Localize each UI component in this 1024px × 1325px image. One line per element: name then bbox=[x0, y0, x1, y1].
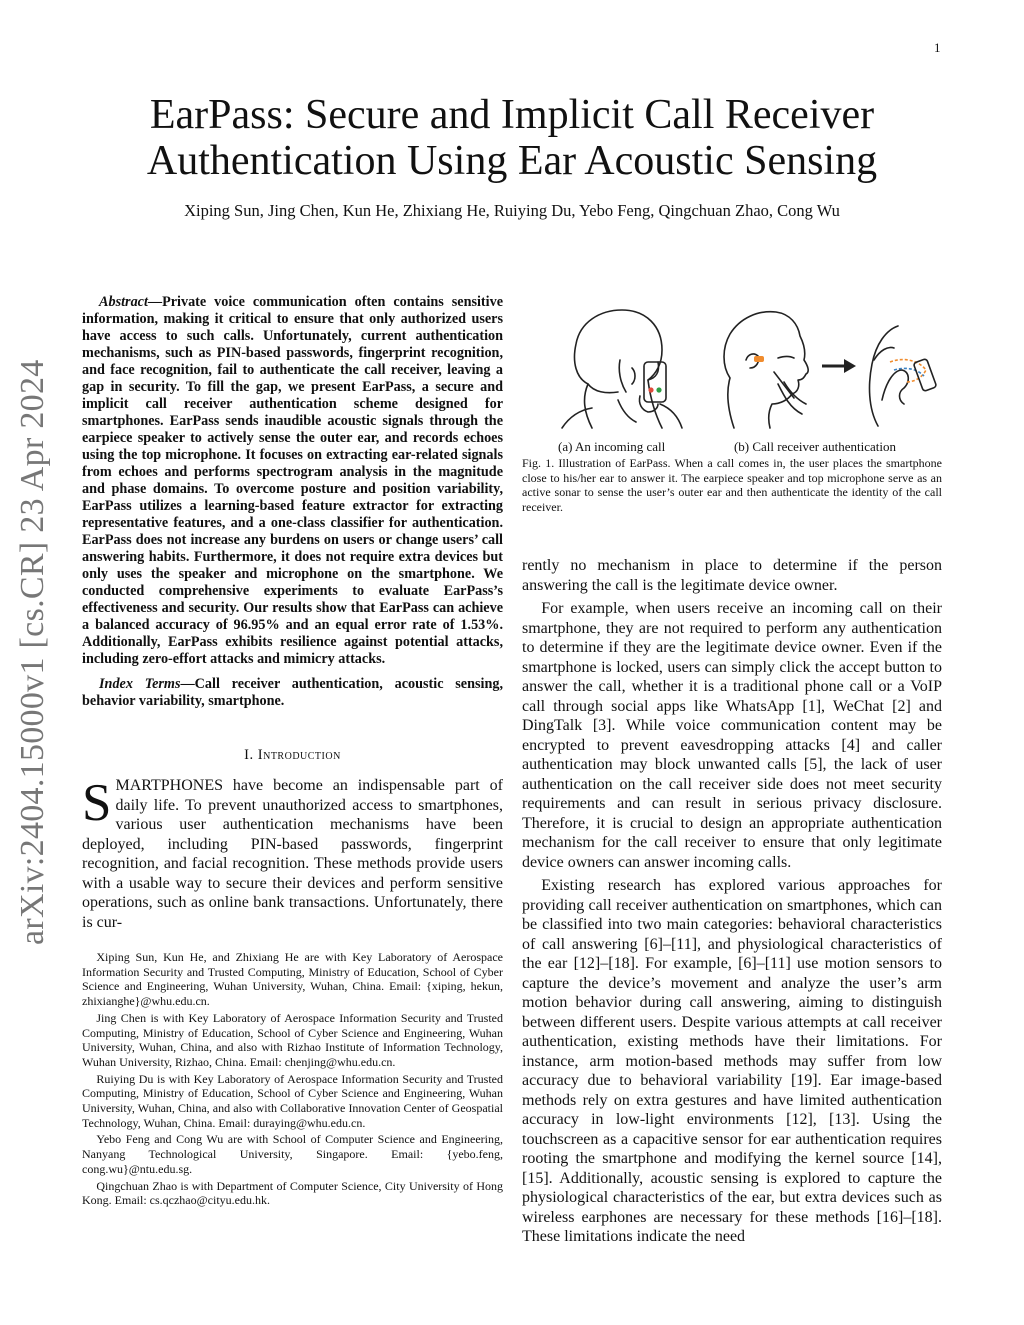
person-answering-illustration bbox=[724, 312, 808, 428]
subcaption-b: (b) Call receiver authentication bbox=[733, 439, 896, 454]
author-list: Xiping Sun, Jing Chen, Kun He, Zhixiang He, Ruiying Du, Yebo Feng, Qingchuan Zhao, Cong Wu bbox=[184, 201, 840, 220]
echo-wave bbox=[894, 368, 924, 376]
footnote: Ruiying Du is with Key Laboratory of Aerospace Information Security and Trusted Computing, Ministry of Education, School of Cyber Science and Engineering, Wuhan University, Wuhan, China, and also with Collaborative Innovation Center of Geospatial Technology, Wuhan, China. Email: duraying@whu.edu.cn. bbox=[82, 1071, 503, 1130]
section-number: I. bbox=[244, 747, 254, 763]
paragraph: Existing research has explored various approaches for providing call receiver authentication on smartphones, which can be classified into two main categories: behavioral characteristics of call answering [6]–[11], and physiological characteristics of the ear [12]–[18]. For example, [6]–[11] use motion sensors to capture the device’s movement and analyze the user’s arm motion behavior during call answering, aiming to distinguish between different users. Despite various attempts at call receiver authentication, existing methods have their limitations. For instance, arm motion-based methods may suffer from low accuracy due to behavioral variability [19]. Ear image-based methods rely on extra gestures and have limited authentication accuracy in low-light environments [12], [13]. Using the touchscreen as a capacitive sensor for ear authentication requires rooting the smartphone and modifying the kernel source [14], [15]. Additionally, acoustic sensing is explored to capture the physiological characteristics of the ear, but extra devices such as wireless earphones are necessary for these methods [16]–[18]. These limitations indicate the need bbox=[522, 877, 942, 1245]
paper-title: EarPass: Secure and Implicit Call Receiver Authentication Using Ear Acoustic Sensing bbox=[146, 92, 878, 184]
drop-cap: S bbox=[82, 774, 112, 832]
author-footnotes bbox=[82, 950, 503, 1210]
footnote: Qingchuan Zhao is with Department of Computer Science, City University of Hong Kong. Email: cs.qczhao@cityu.edu.hk. bbox=[82, 1178, 503, 1208]
arxiv-identifier[interactable]: arXiv:2404.15000v1 [cs.CR] 23 Apr 2024 bbox=[14, 359, 51, 945]
paragraph: rently no mechanism in place to determine if the person answering the call is the legitimate device owner. bbox=[522, 557, 942, 594]
figure-caption: Fig. 1. Illustration of EarPass. When a call comes in, the user places the smartphone close to his/her ear to answer it. The earpiece speaker and top microphone serve as an active sonar to sense the user’s outer ear and then authenticate the identity of the call receiver. bbox=[522, 456, 942, 514]
right-column bbox=[522, 556, 942, 1247]
abstract-text: —Private voice communication often contains sensitive information, making it critical to ensure that only authorized users have access to such calls. Unfortunately, current authentication mechanisms, such as PIN-based passwords, fingerprint recognition, and face recognition, fail to authenticate the call receiver, leaving a gap in security. To fill the gap, we present EarPass, a secure and implicit call receiver authentication scheme designed for smartphones. EarPass sends inaudible acoustic signals through the earpiece speaker to actively sense the outer ear, and records echoes using the top microphone. It focuses on extracting ear-related signals from echoes and performs spectrogram analysis in the magnitude and phase domains. To overcome posture and position variability, EarPass utilizes a learning-based feature extractor for extracting representative features, and a one-class classifier for authentication. EarPass does not increase any burdens on users or change users’ call answering habits. Furthermore, it does not require extra devices but only uses the speaker and microphone on the smartphone. We conducted comprehensive experiments to evaluate EarPass’s effectiveness and security. Our results show that EarPass can achieve a balanced accuracy of 96.95% and an equal error rate of 1.53%. Additionally, EarPass exhibits resilience against potential attacks, including zero-effort attacks and mimicry attacks. bbox=[82, 294, 503, 667]
subcaptions bbox=[522, 439, 942, 455]
index-terms-label: Index Terms bbox=[99, 676, 181, 692]
figure-1 bbox=[522, 300, 942, 455]
arrow-icon bbox=[822, 359, 856, 373]
ear-closeup-illustration bbox=[870, 326, 937, 426]
footnote: Yebo Feng and Cong Wu are with School of Computer Science and Engineering, Nanyang Technological University, Singapore. Email: {yebo.feng, cong.wu}@ntu.edu.sg. bbox=[82, 1132, 503, 1176]
section-title: Introduction bbox=[257, 747, 341, 763]
subcaption-a: (a) An incoming call bbox=[558, 439, 666, 454]
person-incoming-call-illustration bbox=[562, 310, 682, 428]
index-terms-text: —Call receiver authentication, acoustic sensing, behavior variability, smartphone. bbox=[82, 676, 503, 709]
intro-text: MARTPHONES have become an indispensable part of daily life. To prevent unauthorized access to smartphones, various user authentication mechanisms have been deployed, including PIN-based passwords, fingerprint recognition, and facial recognition. These methods provide users with a usable way to secure their devices and perform sensitive operations, such as online bank transactions. Unfortunately, there is cur- bbox=[82, 777, 503, 931]
intro-paragraph bbox=[82, 776, 503, 932]
index-terms bbox=[82, 676, 503, 710]
speaker-highlight bbox=[754, 356, 764, 362]
left-column bbox=[82, 294, 503, 932]
paragraph: For example, when users receive an incoming call on their smartphone, they are not required to perform any authentication to determine if they are the legitimate device owner. Even if the smartphone is locked, users can simply click the accept button to answer the call, whether it is a traditional phone call or a VoIP call through social apps like WhatsApp [1], WeChat [2] and DingTalk [3]. While voice communication content may be encrypted to prevent eavesdropping attacks [4] and caller authentication may block unwanted calls [5], the lack of user authentication on the call receiver side does not meet security requirements and can result in serious privacy disclosure. Therefore, it is crucial to design an appropriate authentication mechanism for the call receiver to ensure that only legitimate device owners can answer incoming calls. bbox=[522, 600, 942, 871]
footnote: Jing Chen is with Key Laboratory of Aerospace Information Security and Trusted Computing, Ministry of Education, School of Cyber Science and Engineering, Wuhan University, Wuhan, China, and also with Rizhao Institute of Information Technology, Wuhan University, Rizhao, China. Email: chenjing@whu.edu.cn. bbox=[82, 1010, 503, 1069]
smartphone-icon bbox=[644, 362, 666, 402]
abstract-label: Abstract bbox=[99, 294, 148, 310]
footnote: Xiping Sun, Kun He, and Zhixiang He are with Key Laboratory of Aerospace Information Security and Trusted Computing, Ministry of Education, School of Cyber Science and Engineering, Wuhan University, Wuhan, China. Email: {xiping, hekun, zhixianghe}@whu.edu.cn. bbox=[82, 950, 503, 1009]
decline-dot bbox=[648, 387, 653, 392]
section-heading bbox=[82, 747, 503, 764]
figure-illustration bbox=[522, 300, 942, 432]
abstract bbox=[82, 294, 503, 668]
accept-dot bbox=[656, 387, 661, 392]
page-number: 1 bbox=[934, 40, 941, 55]
